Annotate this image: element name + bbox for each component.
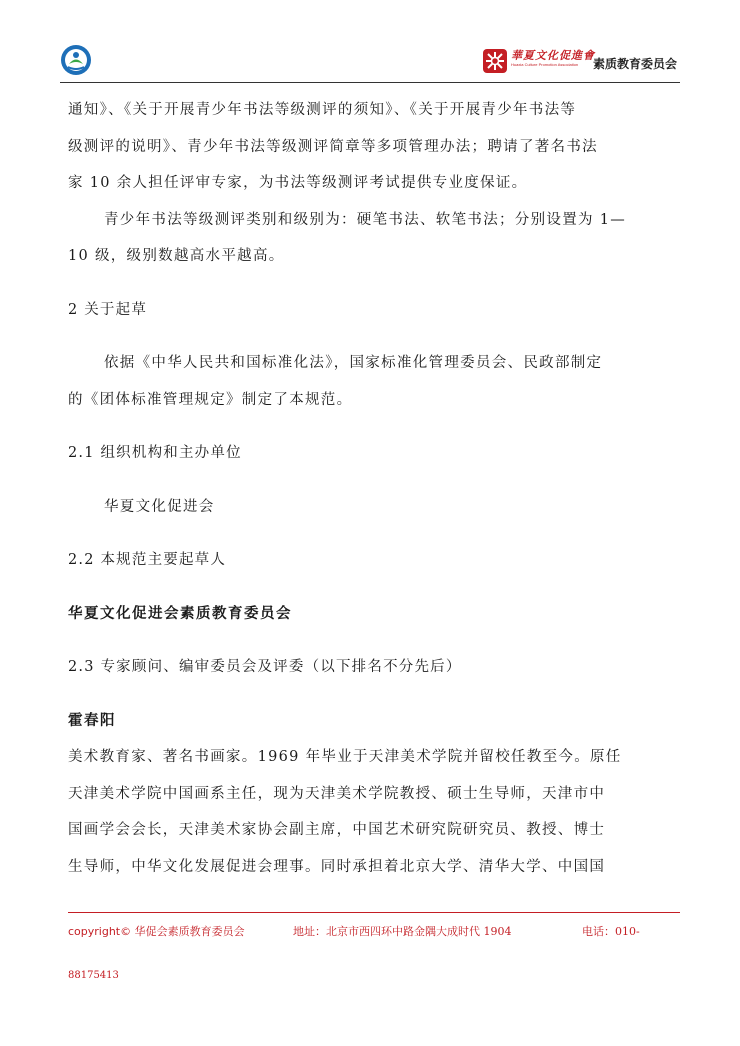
bio-line: 天津美术学院中国画系主任，现为天津美术学院教授、硕士生导师，天津市中 bbox=[68, 785, 606, 802]
brand-name: 華夏文化促進會 bbox=[511, 49, 595, 62]
footer-copyright: copyright© 华促会素质教育委员会 bbox=[68, 925, 245, 938]
body-line: 青少年书法等级测评类别和级别为：硬笔书法、软笔书法；分别设置为 1— bbox=[104, 211, 627, 228]
body-line: 级测评的说明》、青少年书法等级测评简章等多项管理办法；聘请了著名书法 bbox=[68, 138, 598, 155]
brand-block bbox=[511, 50, 595, 67]
huaxia-circle-logo-icon bbox=[60, 44, 92, 76]
footer-phone-number: 88175413 bbox=[68, 970, 119, 981]
body-line: 家 10 余人担任评审专家，为书法等级测评考试提供专业度保证。 bbox=[68, 175, 528, 191]
document-body bbox=[68, 92, 680, 885]
expert-name: 霍春阳 bbox=[68, 712, 116, 729]
footer-address: 地址：北京市西四环中路金隅大成时代 1904 bbox=[293, 925, 512, 938]
header-divider bbox=[60, 82, 680, 83]
body-line: 通知》、《关于开展青少年书法等级测评的须知》、《关于开展青少年书法等 bbox=[68, 102, 577, 118]
section-heading-org: 2.1 组织机构和主办单位 bbox=[68, 445, 242, 461]
brand-subtitle: Huaxia Culture Promotion Association bbox=[511, 62, 579, 67]
body-line: 的《团体标准管理规定》制定了本规范。 bbox=[68, 391, 353, 408]
page-header bbox=[0, 0, 740, 86]
section-heading-drafter: 2.2 本规范主要起草人 bbox=[68, 552, 227, 568]
red-emblem-icon bbox=[482, 48, 508, 74]
footer-phone-label: 电话：010- bbox=[582, 925, 640, 938]
committee-title: 素质教育委员会 bbox=[593, 57, 678, 71]
org-name: 华夏文化促进会 bbox=[104, 498, 215, 515]
drafter-name: 华夏文化促进会素质教育委员会 bbox=[68, 605, 292, 622]
section-heading-experts: 2.3 专家顾问、编审委员会及评委（以下排名不分先后） bbox=[68, 659, 462, 675]
footer-divider bbox=[68, 912, 680, 913]
section-heading-drafting: 2 关于起草 bbox=[68, 301, 148, 318]
body-line: 10 级，级别数越高水平越高。 bbox=[68, 248, 285, 264]
bio-line: 美术教育家、著名书画家。1969 年毕业于天津美术学院并留校任教至今。原任 bbox=[68, 749, 622, 765]
bio-line: 国画学会会长，天津美术家协会副主席，中国艺术研究院研究员、教授、博士 bbox=[68, 822, 606, 838]
bio-line: 生导师，中华文化发展促进会理事。同时承担着北京大学、清华大学、中国国 bbox=[68, 858, 606, 875]
body-line: 依据《中华人民共和国标准化法》，国家标准化管理委员会、民政部制定 bbox=[104, 355, 603, 371]
